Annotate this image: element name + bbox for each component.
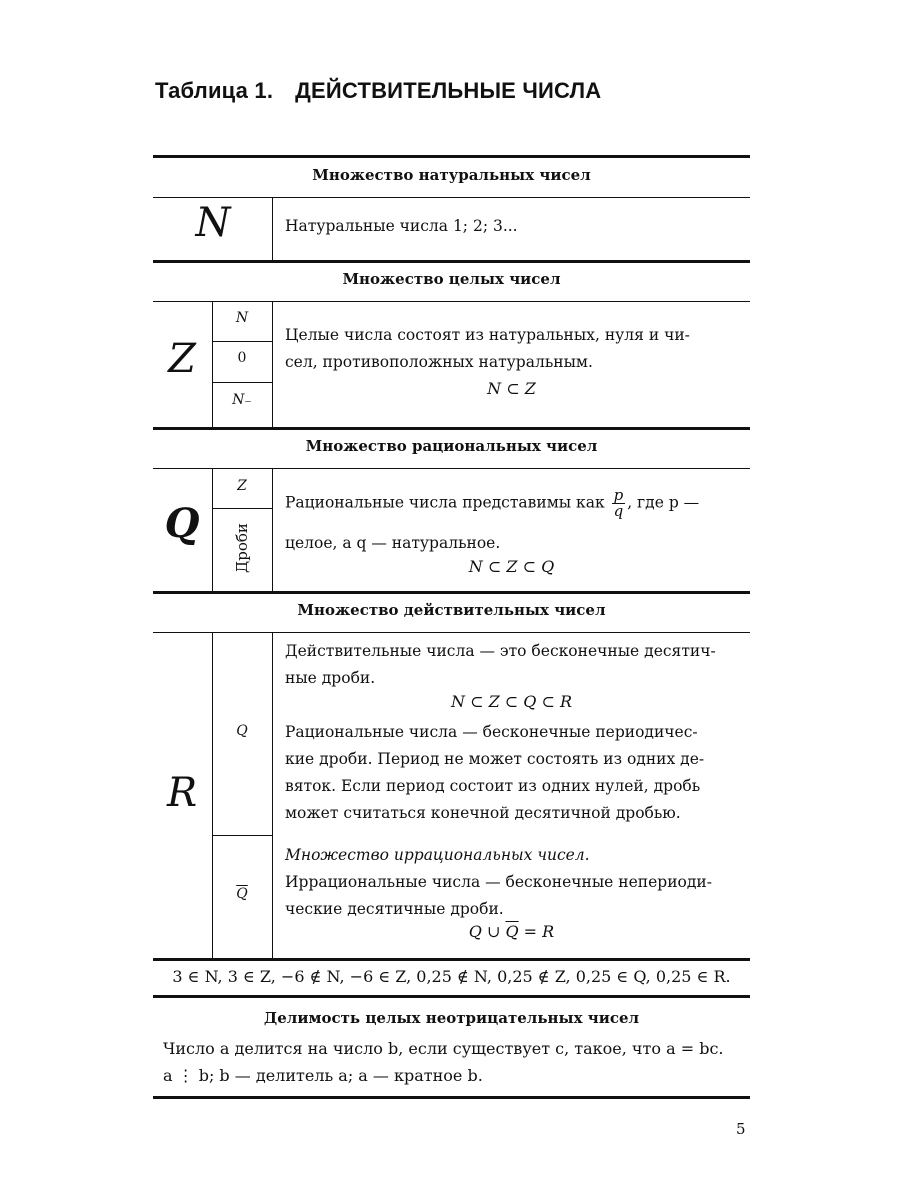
rational-header: Множество рациональных чисел — [305, 437, 598, 455]
rule — [153, 197, 750, 198]
table-name: ДЕЙСТВИТЕЛЬНЫЕ ЧИСЛА — [295, 78, 602, 103]
divisibility-line-2: a ⋮ b; b — делитель a; a — кратное b. — [163, 1066, 483, 1085]
integer-line-1: Целые числа состоят из натуральных, нуля и чи- — [285, 326, 690, 344]
rational-symbol: Q — [164, 500, 200, 547]
divisibility-header: Делимость целых неотрицательных чисел — [263, 1009, 640, 1027]
cell-divider — [212, 835, 272, 836]
real-mid-line-3: вяток. Если период состоит из одних нулей, дробь — [285, 777, 701, 795]
fraction: $\frac{p}{q}$ — [613, 486, 624, 520]
cell-divider — [212, 382, 272, 383]
rule — [153, 591, 750, 594]
real-mid-line-2: кие дроби. Период не может состоять из одних де- — [285, 750, 705, 768]
integer-symbol: Z — [168, 336, 196, 382]
natural-symbol: N — [195, 200, 231, 246]
cell-divider — [212, 341, 272, 342]
cell-divider — [212, 508, 272, 509]
rational-formula: N ⊂ Z ⊂ Q — [468, 557, 555, 576]
natural-text: Натуральные числа 1; 2; 3... — [285, 217, 518, 235]
table-number: Таблица 1. — [155, 78, 274, 103]
rule — [153, 468, 750, 469]
column-divider — [272, 301, 273, 427]
rule — [153, 995, 750, 998]
real-part-irrational: $\overline{Q}$ — [236, 886, 248, 902]
rule — [153, 632, 750, 633]
real-part-rational: Q — [236, 723, 248, 739]
irrational-formula: Q ∪ $\overline{Q} = R$ — [468, 922, 555, 941]
irrational-line-1: Иррациональные числа — бесконечные непериоди- — [285, 873, 712, 891]
column-divider — [212, 632, 213, 959]
rule — [153, 427, 750, 430]
rule — [153, 1096, 750, 1099]
real-header: Множество действительных чисел — [297, 601, 606, 619]
rational-line-2: целое, а q — натуральное. — [285, 534, 501, 552]
real-mid-line-4: может считаться конечной десятичной дробью. — [285, 804, 681, 822]
rule — [153, 301, 750, 302]
rational-part-integer: Z — [237, 478, 247, 494]
integer-line-2: сел, противоположных натуральным. — [285, 353, 593, 371]
page-title — [155, 78, 601, 104]
integer-part-natural: N — [235, 310, 249, 326]
real-top-line-2: ные дроби. — [285, 669, 376, 687]
irrational-line-2: ческие десятичные дроби. — [285, 900, 504, 918]
integer-formula: N ⊂ Z — [487, 379, 536, 398]
column-divider — [272, 632, 273, 959]
integer-part-negative: N₋ — [232, 392, 252, 408]
real-top-formula: N ⊂ Z ⊂ Q ⊂ R — [450, 692, 572, 711]
membership-examples: 3 ∈ N, 3 ∈ Z, −6 ∉ N, −6 ∈ Z, 0,25 ∉ N, 0,25 ∉ Z, 0,25 ∈ Q, 0,25 ∈ R. — [172, 967, 731, 986]
real-symbol: R — [166, 770, 198, 816]
integer-part-zero: 0 — [237, 350, 247, 366]
real-top-line-1: Действительные числа — это бесконечные десятич- — [285, 642, 716, 660]
page-number: 5 — [736, 1120, 746, 1138]
rule — [153, 260, 750, 263]
irrational-title: Множество иррациональных чисел. — [285, 846, 590, 864]
column-divider — [272, 197, 273, 260]
natural-header: Множество натуральных чисел — [312, 166, 591, 184]
rule — [153, 958, 750, 961]
divisibility-line-1: Число a делится на число b, если существует c, такое, что a = bc. — [163, 1039, 724, 1058]
rational-part-fractions: Дроби — [233, 523, 251, 573]
real-mid-line-1: Рациональные числа — бесконечные периодичес- — [285, 723, 698, 741]
rule — [153, 155, 750, 158]
rational-line-1: Рациональные числа представимы как $\frac{p}{q}$ , где p — — [285, 486, 700, 520]
integer-header: Множество целых чисел — [342, 270, 561, 288]
